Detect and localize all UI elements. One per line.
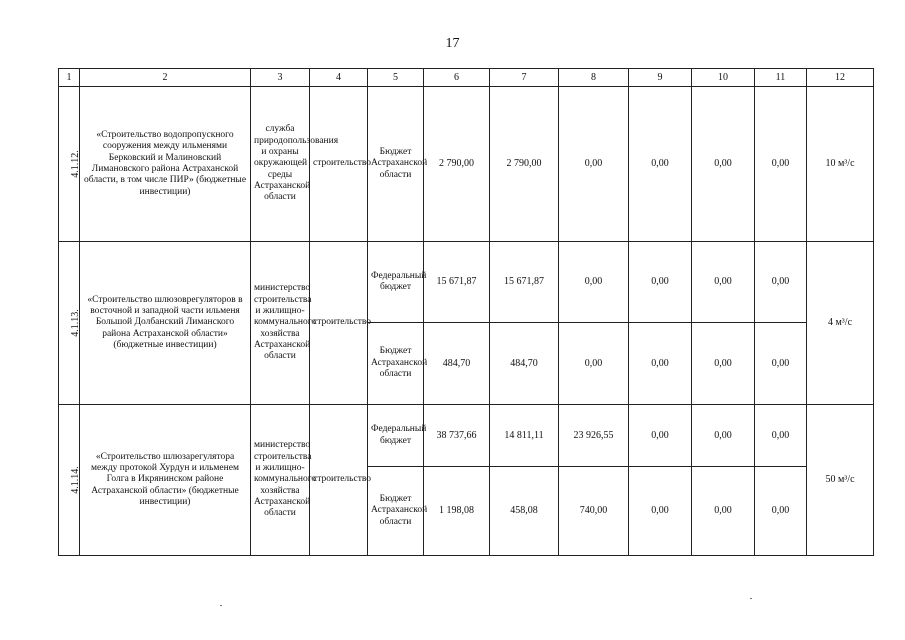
column-header: 2 — [80, 69, 251, 87]
value-cell: 2 790,00 — [490, 87, 559, 242]
value-cell: 15 671,87 — [424, 242, 490, 323]
value-cell: 2 790,00 — [424, 87, 490, 242]
value-cell: 0,00 — [692, 87, 755, 242]
capacity: 50 м³/с — [807, 405, 874, 556]
responsible-org: министерство строительства и жилищно-коммунального хозяйства Астраханской области — [251, 242, 310, 405]
item-id-text: 4.1.14. — [69, 466, 81, 494]
value-cell: 1 198,08 — [424, 467, 490, 556]
column-header: 4 — [310, 69, 368, 87]
value-cell: 14 811,11 — [490, 405, 559, 467]
funding-source: Бюджет Астраханской области — [368, 467, 424, 556]
column-header: 7 — [490, 69, 559, 87]
value-cell: 458,08 — [490, 467, 559, 556]
page-number: 17 — [445, 36, 460, 51]
value-cell: 0,00 — [692, 405, 755, 467]
value-cell: 0,00 — [755, 242, 807, 323]
value-cell: 0,00 — [629, 87, 692, 242]
value-cell: 0,00 — [559, 242, 629, 323]
value-cell: 484,70 — [424, 323, 490, 405]
value-cell: 0,00 — [559, 323, 629, 405]
value-cell: 740,00 — [559, 467, 629, 556]
capacity: 10 м³/с — [807, 87, 874, 242]
funding-source: Федеральный бюджет — [368, 405, 424, 467]
value-cell: 0,00 — [692, 323, 755, 405]
responsible-org: служба природопользования и охраны окружающей среды Астраханской области — [251, 87, 310, 242]
column-header: 3 — [251, 69, 310, 87]
column-header: 8 — [559, 69, 629, 87]
value-cell: 38 737,66 — [424, 405, 490, 467]
item-name: «Строительство водопропускного сооружения между ильменями Берковский и Малиновский Лимановского района Астраханской области, в том числе ПИР» (бюджетные инвестиции) — [80, 87, 251, 242]
value-cell: 15 671,87 — [490, 242, 559, 323]
item-id-text: 4.1.12. — [69, 150, 81, 178]
scan-speck — [750, 598, 752, 599]
value-cell: 0,00 — [629, 467, 692, 556]
table-row — [59, 87, 874, 242]
value-cell: 0,00 — [692, 467, 755, 556]
table-row — [59, 242, 874, 323]
value-cell: 0,00 — [755, 405, 807, 467]
column-header: 11 — [755, 69, 807, 87]
value-cell: 0,00 — [755, 467, 807, 556]
column-header: 9 — [629, 69, 692, 87]
value-cell: 23 926,55 — [559, 405, 629, 467]
funding-source: Бюджет Астраханской области — [368, 87, 424, 242]
value-cell: 484,70 — [490, 323, 559, 405]
value-cell: 0,00 — [755, 323, 807, 405]
column-header: 12 — [807, 69, 874, 87]
column-header: 1 — [59, 69, 80, 87]
value-cell: 0,00 — [559, 87, 629, 242]
work-type: строительство — [310, 242, 368, 405]
funding-source: Бюджет Астраханской области — [368, 323, 424, 405]
table-row — [59, 405, 874, 467]
value-cell: 0,00 — [629, 242, 692, 323]
capacity: 4 м³/с — [807, 242, 874, 405]
value-cell: 0,00 — [692, 242, 755, 323]
column-header: 10 — [692, 69, 755, 87]
item-name: «Строительство шлюзоврегуляторов в восточной и западной части ильменя Большой Долбанский Лиманского района Астраханской области» (бюджетные инвестиции) — [80, 242, 251, 405]
value-cell: 0,00 — [629, 405, 692, 467]
item-id-text: 4.1.13. — [69, 309, 81, 337]
responsible-org: министерство строительства и жилищно-коммунального хозяйства Астраханской области — [251, 405, 310, 556]
column-header: 6 — [424, 69, 490, 87]
item-id — [59, 405, 80, 556]
item-id — [59, 242, 80, 405]
value-cell: 0,00 — [755, 87, 807, 242]
program-table — [58, 68, 874, 556]
work-type: строительство — [310, 87, 368, 242]
item-name: «Строительство шлюзарегулятора между протокой Хурдун и ильменем Голга в Икрянинском районе Астраханской области» (бюджетные инвестиции) — [80, 405, 251, 556]
funding-source: Федеральный бюджет — [368, 242, 424, 323]
column-number-row — [59, 69, 874, 87]
value-cell: 0,00 — [629, 323, 692, 405]
scan-speck — [220, 605, 222, 606]
item-id — [59, 87, 80, 242]
work-type: строительство — [310, 405, 368, 556]
column-header: 5 — [368, 69, 424, 87]
